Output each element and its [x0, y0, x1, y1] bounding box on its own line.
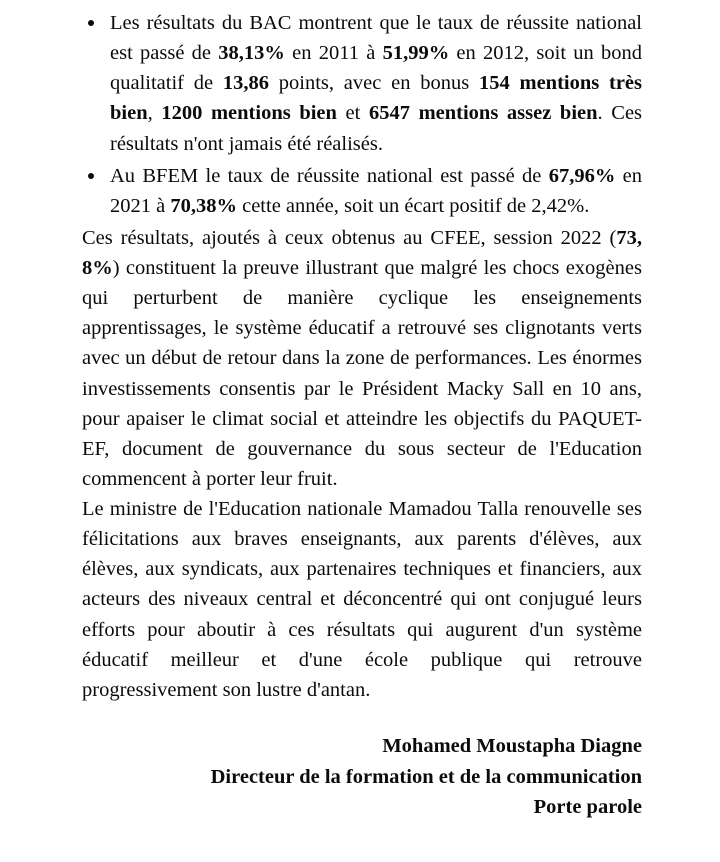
signature-name: Mohamed Moustapha Diagne [382, 734, 642, 757]
signature-title: Directeur de la formation et de la communication [210, 765, 642, 788]
signature-block [82, 731, 642, 823]
list-item-bac-results [82, 8, 642, 159]
paragraph-minister: Le ministre de l'Education nationale Mamadou Talla renouvelle ses félicitations aux braves enseignants, aux parents d'élèves, aux élèves, aux syndicats, aux partenaires techniques et financiers, aux acteurs des niveaux central et déconcentré qui ont conjugué leurs efforts pour aboutir à ces résultats qui augurent d'un système éducatif meilleur et d'une école publique qui retrouve progressivement son lustre d'antan. [82, 498, 642, 701]
paragraph-cfee: Ces résultats, ajoutés à ceux obtenus au CFEE, session 2022 (73, 8%) constituent la preuve illustrant que malgré les chocs exogènes qui perturbent de manière cyclique les enseignements apprentissages, le système éducatif a retrouvé ses clignotants verts avec un début de retour dans la zone de performances. Les énormes investissements consentis par le Président Macky Sall en 10 ans, pour apaiser le climat social et atteindre les objectifs du PAQUET-EF, document de gouvernance du sous secteur de l'Education commencent à porter leur fruit. [82, 226, 642, 490]
signature-role: Porte parole [533, 796, 642, 819]
list-item-bfem-results [82, 161, 642, 221]
bullet-point-icon [88, 20, 94, 26]
body-paragraphs [82, 223, 642, 705]
bullet-list [82, 8, 642, 221]
bullet-text-bac: Les résultats du BAC montrent que le taux de réussite national est passé de 38,13% en 2011 à 51,99% en 2012, soit un bond qualitatif de 13,86 points, avec en bonus 154 mentions très bien, 1200 mentions bien et 6547 mentions assez bien. Ces résultats n'ont jamais été réalisés. [110, 12, 643, 155]
bullet-text-bfem: Au BFEM le taux de réussite national est passé de 67,96% en 2021 à 70,38% cette année, soit un écart positif de 2,42%. [110, 164, 642, 217]
bullet-point-icon [88, 173, 94, 179]
